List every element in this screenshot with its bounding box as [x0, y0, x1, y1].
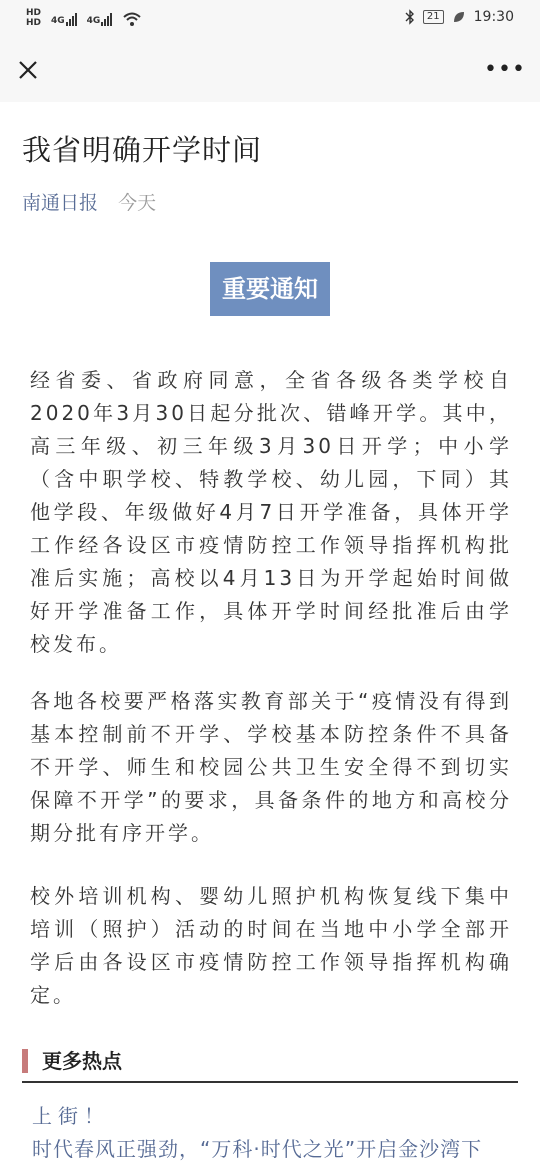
signal-group-1 — [51, 12, 77, 26]
article-title: 我省明确开学时间 — [22, 133, 263, 167]
network-label-2: 4G — [86, 15, 101, 26]
battery-icon: 21 — [423, 10, 444, 24]
clock-time: 19:30 — [473, 9, 514, 25]
status-left — [26, 9, 142, 28]
article-paragraph-2: 各地各校要严格落实教育部关于“疫情没有得到基本控制前不开学、学校基本防控条件不具备不开学、师生和校园公共卫生安全得不到切实保障不开学”的要求，具备条件的地方和高校分期分批有序开学。 — [30, 689, 512, 845]
network-label-1: 4G — [51, 15, 65, 26]
more-button[interactable] — [484, 56, 526, 84]
status-bar — [0, 0, 540, 38]
leaf-icon — [452, 10, 466, 24]
nav-bar — [0, 38, 540, 102]
section-divider — [22, 1081, 518, 1083]
bluetooth-icon — [405, 9, 415, 25]
close-button[interactable] — [14, 56, 42, 84]
close-icon — [14, 56, 42, 84]
more-hot-topics-title: 更多热点 — [42, 1049, 122, 1073]
related-link-1[interactable]: 上街！ — [32, 1104, 110, 1128]
status-right — [405, 9, 514, 25]
signal-group-2 — [87, 12, 113, 26]
notice-banner: 重要通知 — [210, 262, 330, 316]
article-meta — [22, 188, 156, 215]
signal-icon — [101, 12, 112, 26]
more-icon: ••• — [484, 57, 526, 82]
article-paragraph-1: 经省委、省政府同意，全省各级各类学校自2020年3月30日起分批次、错峰开学。其中，高三年级、初三年级3月30日开学；中小学（含中职学校、特教学校、幼儿园，下同）其他学段、年级做好4月7日开学准备，具体开学工作经各设区市疫情防控工作领导指挥机构批准后实施；高校以4月13日为开学起始时间做好开学准备工作，具体开学时间经批准后由学校发布。 — [30, 368, 512, 656]
sim2-hd-label: HD — [26, 18, 42, 28]
section-marker — [22, 1049, 28, 1073]
related-link-2[interactable]: 时代春风正强劲，“万科·时代之光”开启金沙湾下 — [32, 1137, 483, 1161]
article-paragraph-3: 校外培训机构、婴幼儿照护机构恢复线下集中培训（照护）活动的时间在当地中小学全部开学后由各设区市疫情防控工作领导指挥机构确定。 — [30, 884, 512, 1007]
publish-date: 今天 — [118, 192, 157, 214]
sim1-hd-label: HD — [26, 8, 42, 18]
wifi-icon — [122, 11, 142, 27]
signal-icon — [66, 12, 77, 26]
sim-indicators — [26, 9, 41, 28]
source-link[interactable]: 南通日报 — [22, 192, 99, 214]
